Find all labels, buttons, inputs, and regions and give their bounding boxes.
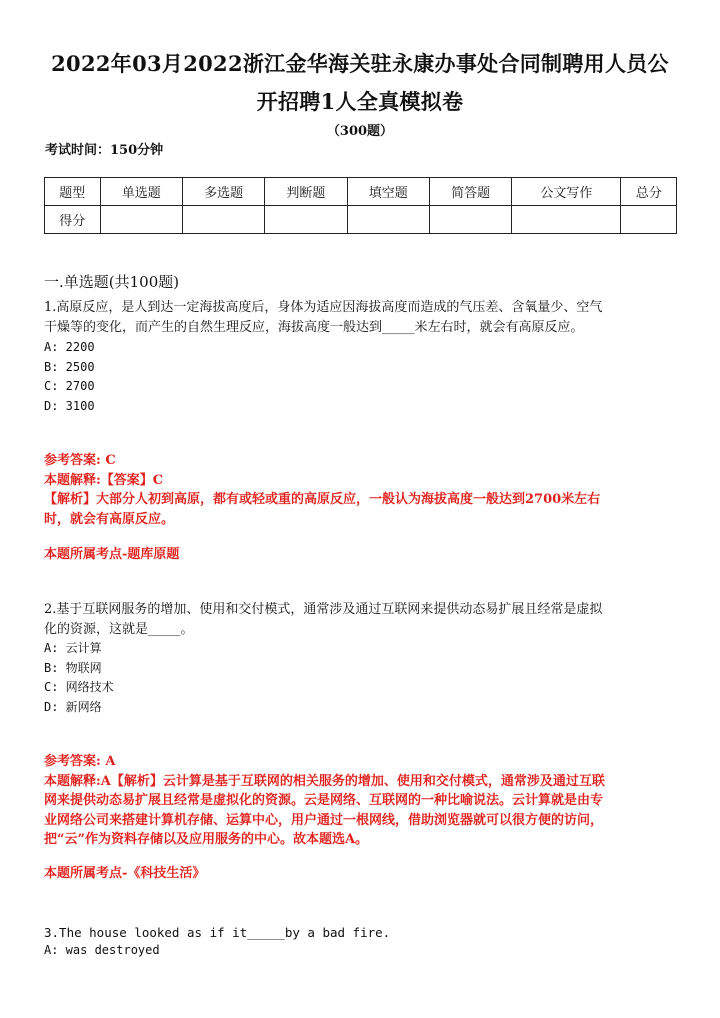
answer-explanation [44,451,674,529]
answer-explanation [44,752,674,850]
option-item: B: 物联网 [44,660,102,675]
explanation-line: 【解析】大部分人初到高原，都有或轻或重的高原反应，一般认为海拔高度一般达到2700米左右 [44,492,601,507]
reference-answer: 参考答案: A [44,754,116,769]
explanation-line: 本题解释:A【解析】云计算是基于互联网的相关服务的增加、使用和交付模式，通常涉及通过互联 [44,773,605,789]
explanation-line: 网来提供动态易扩展且经常是虚拟化的资源。云是网络、互联网的一种比喻说法。云计算就是由专 [44,793,604,808]
question-options [44,639,674,717]
score-cell [512,206,621,234]
score-cell [429,206,511,234]
knowledge-point: 本题所属考点-《科技生活》 [44,866,206,881]
score-header-cell: 简答题 [429,178,511,206]
option-item: B: 2500 [44,359,95,374]
explanation-line: 时，就会有高原反应。 [44,511,175,527]
option-item: A: 2200 [44,340,95,354]
score-header-cell: 填空题 [347,178,429,206]
section-title: 一.单选题(共100题) [44,273,180,291]
score-header-cell: 多选题 [182,178,264,206]
score-header-cell: 公文写作 [512,178,621,206]
question-count: （300题） [326,124,394,139]
question-stem [44,298,674,337]
knowledge-point: 本题所属考点-题库原题 [44,547,180,562]
explanation-line: 业网络公司来搭建计算机存储、运算中心，用户通过一根网线，借助浏览器就可以很方便的访问， [44,812,604,828]
option-item: C: 网络技术 [44,680,114,694]
question-stem: 3.The house looked as if it_____by a bad fire. [44,925,391,940]
score-header-cell: 总分 [621,178,677,206]
option-item: A: was destroyed [44,943,160,957]
question-stem-line: 2.基于互联网服务的增加、使用和交付模式，通常涉及通过互联网来提供动态易扩展且经常是虚拟 [44,602,603,617]
question-stem-line: 1.高原反应，是人到达一定海拔高度后，身体为适应因海拔高度而造成的气压差、含氧量少、空气 [44,300,603,315]
score-cell [347,206,429,234]
document-title-line1: 2022年03月2022浙江金华海关驻永康办事处合同制聘用人员公 [51,51,669,76]
score-header-cell: 单选题 [100,178,182,206]
question-options [44,338,674,416]
document-title-line2: 开招聘1人全真模拟卷 [256,89,464,114]
explanation-line: 本题解释:【答案】C [44,472,164,488]
explanation-line: 把“云”作为资料存储以及应用服务的中心。故本题选A。 [44,832,369,847]
score-cell [265,206,347,234]
score-cell [100,206,182,234]
option-item: D: 3100 [44,398,95,413]
score-header-cell: 题型 [45,178,101,206]
score-cell [182,206,264,234]
score-table-header-row [45,178,677,206]
score-row-label: 得分 [45,206,101,234]
option-item: A: 云计算 [44,641,102,655]
option-item: C: 2700 [44,379,95,393]
exam-time: 考试时间：150分钟 [45,143,164,158]
score-header-cell: 判断题 [265,178,347,206]
question-stem [44,600,674,639]
question-stem-line: 干燥等的变化，而产生的自然生理反应，海拔高度一般达到_____米左右时，就会有高原反应。 [44,319,584,335]
question-options [44,941,674,961]
question-stem-line: 化的资源，这就是_____。 [44,621,194,637]
reference-answer: 参考答案: C [44,453,116,468]
option-item: D: 新网络 [44,699,102,714]
score-table-score-row [45,206,677,234]
score-table [44,177,677,234]
score-cell [621,206,677,234]
